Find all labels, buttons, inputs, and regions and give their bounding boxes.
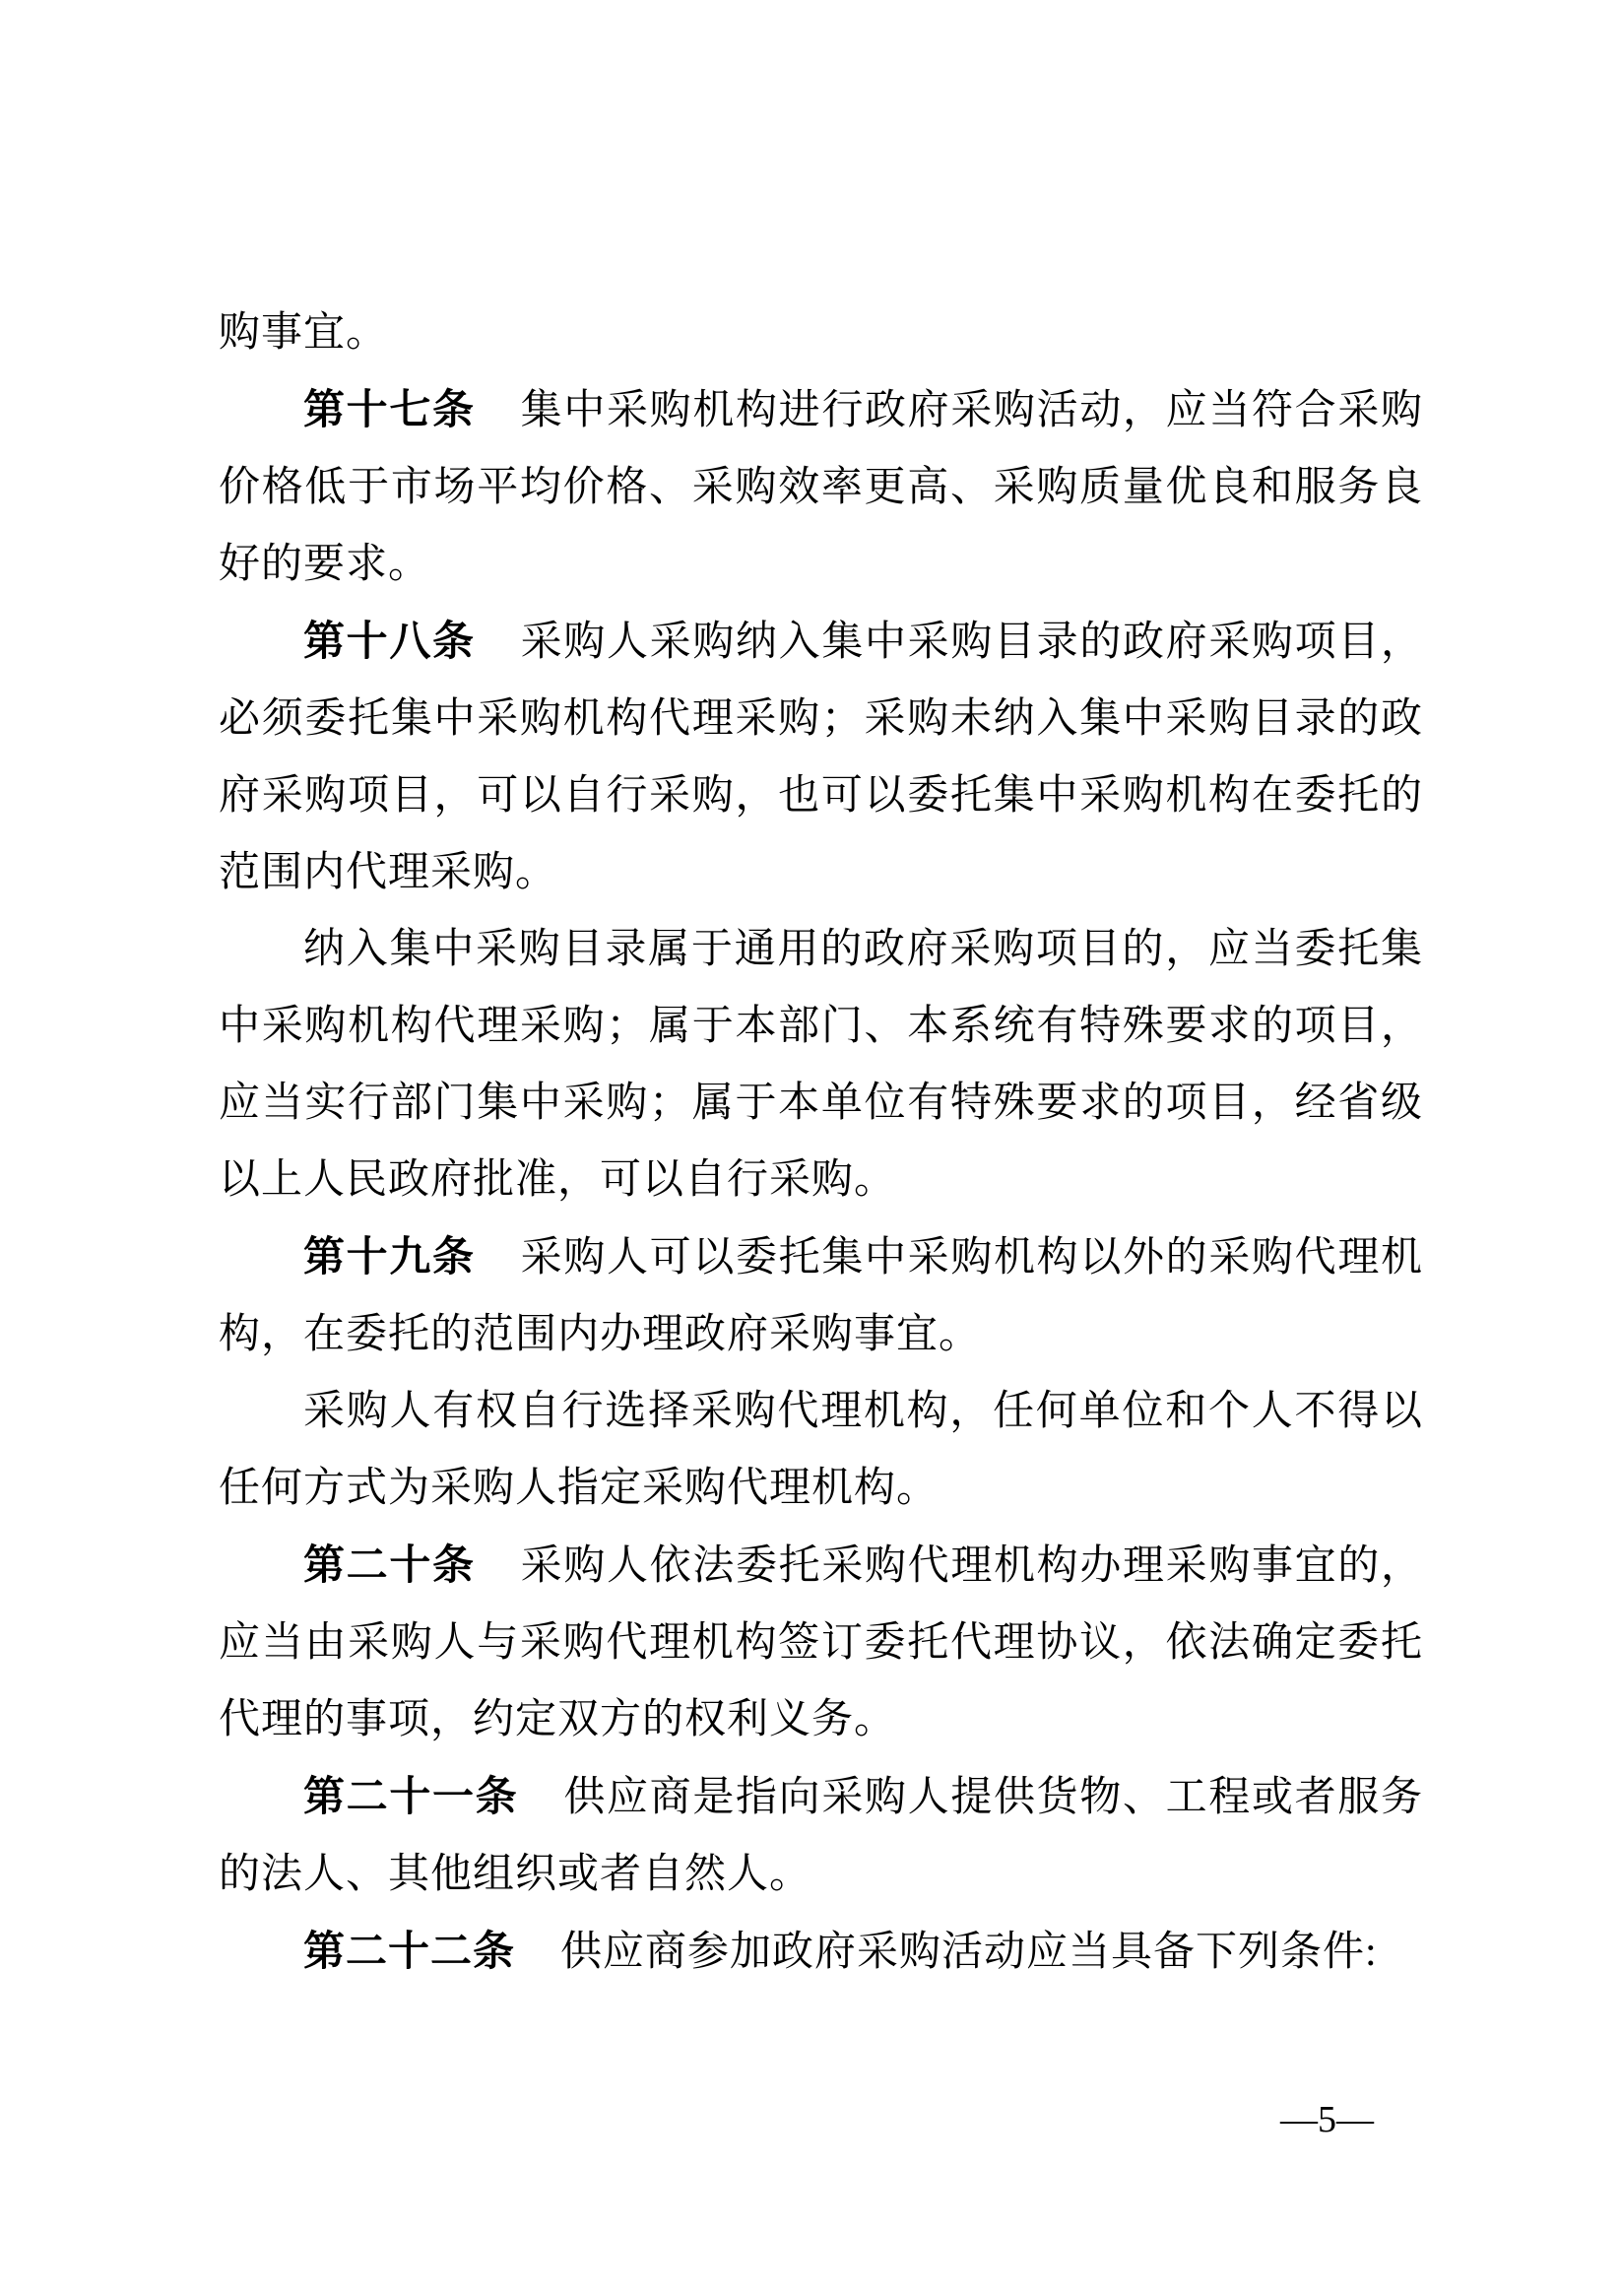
article-number: 第二十二条 [303, 1928, 516, 1974]
paragraph-text: 购事宜。 [219, 310, 389, 356]
page-number: —5— [1280, 2099, 1374, 2140]
paragraph-text: 供应商是指向采购人提供货物、工程或者服务的法人、其他组织或者自然人。 [219, 1775, 1423, 1897]
body-paragraph [219, 1373, 1423, 1527]
article-paragraph [219, 371, 1423, 603]
article-paragraph [219, 1527, 1423, 1758]
paragraph-text: 采购人采购纳入集中采购目录的政府采购项目，必须委托集中采购机构代理采购；采购未纳入集中采购目录的政府采购项目，可以自行采购，也可以委托集中采购机构在委托的范围内代理采购。 [219, 620, 1423, 895]
body-paragraph [219, 911, 1423, 1218]
article-paragraph [219, 1758, 1423, 1913]
article-paragraph [219, 1913, 1423, 1991]
paragraph-text: 采购人可以委托集中采购机构以外的采购代理机构，在委托的范围内办理政府采购事宜。 [219, 1235, 1423, 1357]
document-body [219, 295, 1423, 1991]
article-paragraph [219, 603, 1423, 911]
article-number: 第二十条 [303, 1542, 476, 1588]
paragraph-text: 供应商参加政府采购活动应当具备下列条件: [560, 1930, 1378, 1975]
article-paragraph [219, 1218, 1423, 1373]
paragraph-text: 纳入集中采购目录属于通用的政府采购项目的，应当委托集中采购机构代理采购；属于本部门、本系统有特殊要求的项目，应当实行部门集中采购；属于本单位有特殊要求的项目，经省级以上人民政府批准，可以自行采购。 [219, 927, 1423, 1203]
body-paragraph [219, 295, 1423, 371]
article-number: 第十七条 [303, 386, 476, 432]
paragraph-text: 集中采购机构进行政府采购活动，应当符合采购价格低于市场平均价格、采购效率更高、采购质量优良和服务良好的要求。 [219, 388, 1423, 587]
article-number: 第十九条 [303, 1233, 476, 1279]
paragraph-text: 采购人有权自行选择采购代理机构，任何单位和个人不得以任何方式为采购人指定采购代理机构。 [219, 1389, 1423, 1511]
article-number: 第二十一条 [303, 1773, 519, 1819]
paragraph-text: 采购人依法委托采购代理机构办理采购事宜的，应当由采购人与采购代理机构签订委托代理协议，依法确定委托代理的事项，约定双方的权利义务。 [219, 1543, 1423, 1742]
article-number: 第十八条 [303, 618, 476, 664]
